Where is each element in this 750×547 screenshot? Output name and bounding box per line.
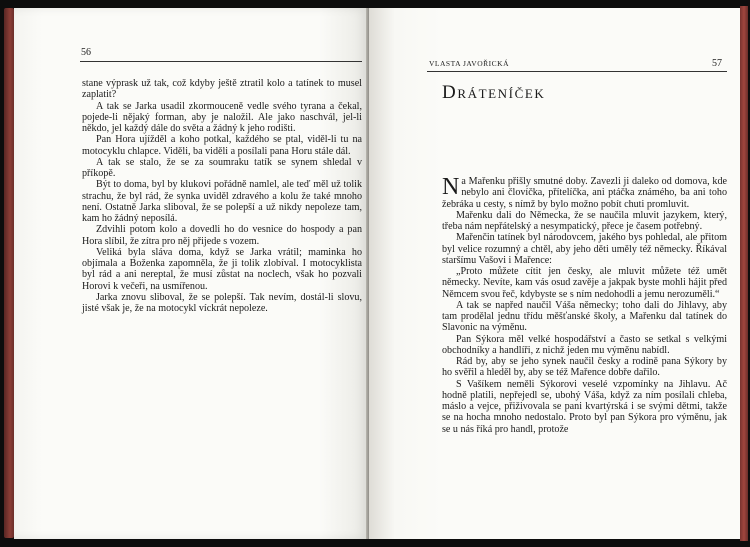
paragraph: stane výprask už tak, což kdyby ještě ztratil kolo a tatínek to musel zaplatit? — [82, 78, 362, 101]
left-page-body — [82, 78, 362, 314]
page-number-left: 56 — [81, 47, 91, 58]
paragraph: „Proto můžete cítit jen česky, ale mluvit můžete též umět německy. Nevíte, kam vás osud zavěje a jakpak byste mohli hájit před Němcem svou řeč, kdybyste se s ním nedohodli a jemu nerozuměli.“ — [442, 266, 727, 300]
header-rule-left — [80, 61, 362, 62]
cover-edge-right — [740, 6, 748, 541]
paragraph: S Vašíkem neměli Sýkorovi veselé vzpomínky na Jihlavu. Ač hodně platili, nepřejedl se, ubohý Váša, když za ním posílali chleba, máslo a vejce, přiživovala se pani kvartýrská i se svými dětmi, takže se na hocha mnoho nedostalo. Proto byl pan Sýkora pro výměnu, jak se u nás říká pro handl, protože — [442, 378, 727, 435]
paragraph: Jarka znovu sliboval, že se polepší. Tak nevím, dostál-li slovu, jisté však je, že na motocykl víckrát nepoleze. — [82, 291, 362, 314]
first-paragraph — [442, 176, 727, 210]
header-rule-right — [427, 71, 727, 72]
first-paragraph-text: a Mařenku přišly smutné doby. Zavezli ji daleko od domova, kde nebylo ani človíčka, přítelíčka, ani ptáčka známého, ba ani toho žebráka u cesty, s nímž by bylo možno pobít chuti promluvit. — [442, 176, 727, 210]
paragraph: Mařenčin tatínek byl národovcem, jakého bys pohledal, ale přitom byl velice rozumný a chtěl, aby jeho děti uměly též německy. Říkával staršímu Vašovi i Mařence: — [442, 232, 727, 266]
cover-edge-left — [4, 8, 14, 538]
chapter-title: Dráteníček — [442, 82, 546, 103]
paragraph: A tak se napřed naučil Váša německy; toho dali do Jihlavy, aby tam prodělal jednu třídu měšťanské školy, a Mařenku dal tatínek do Slavonic na výměnu. — [442, 299, 727, 334]
drop-cap: N — [442, 174, 460, 200]
paragraph: Rád by, aby se jeho synek naučil česky a rodině pana Sýkory by ho svěřil a hleděl by, aby se též Mařence dobře dařilo. — [442, 356, 727, 379]
paragraph: Pan Hora ujížděl a koho potkal, každého se ptal, viděl-li tu na motocyklu chlapce. Viděli, ba viděli a posílali pana Horu stále dál. — [82, 134, 362, 157]
paragraph: Veliká byla sláva doma, když se Jarka vrátil; maminka ho objímala a Boženka zapomněla, že ji tolik zlobíval. I motocyklista byl rád a ani nereptal, že musí zůstat na noclech, však ho pozvali Horovi k večeři, na usmířenou. — [82, 246, 362, 292]
right-page — [369, 8, 740, 539]
right-page-body — [442, 176, 727, 435]
paragraph: Pan Sýkora měl velké hospodářství a často se setkal s velkými obchodníky a handlíři, z nichž jeden mu výměnu nabídl. — [442, 333, 727, 356]
running-head-author: VLASTA JAVOŘICKÁ — [429, 59, 509, 68]
page-number-right: 57 — [712, 58, 722, 69]
paragraph: Mařenku dali do Německa, že se naučila mluvit jazykem, který, třeba nám nepřátelský a nesympatický, přece je časem potřebný. — [442, 209, 727, 232]
paragraph: Zdvihli potom kolo a dovedli ho do vesnice do hospody a pan Hora slíbil, že zítra pro něj přijede s vozem. — [82, 224, 362, 247]
paragraph: A tak se Jarka usadil zkormouceně vedle svého tyrana a čekal, pojede-li nějaký forman, aby je naložil. Ale jako naschvál, jel-li někdo, jel každý dále do světa a žádný k jeho rodišti. — [82, 100, 362, 134]
paragraph: Být to doma, byl by klukovi pořádně namlel, ale teď měl už tolik strachu, že byl rád, že synka uviděl zdravého a kolu že také mnoho není. Ostatně Jarka sliboval, že se polepší a už nikdy nepoleze tam, kam ho žádný neposílá. — [82, 179, 362, 224]
paragraph: A tak se stalo, že se za soumraku tatík se synem shledal v příkopě. — [82, 156, 362, 179]
left-page — [14, 8, 369, 539]
show-through-text — [54, 338, 344, 518]
